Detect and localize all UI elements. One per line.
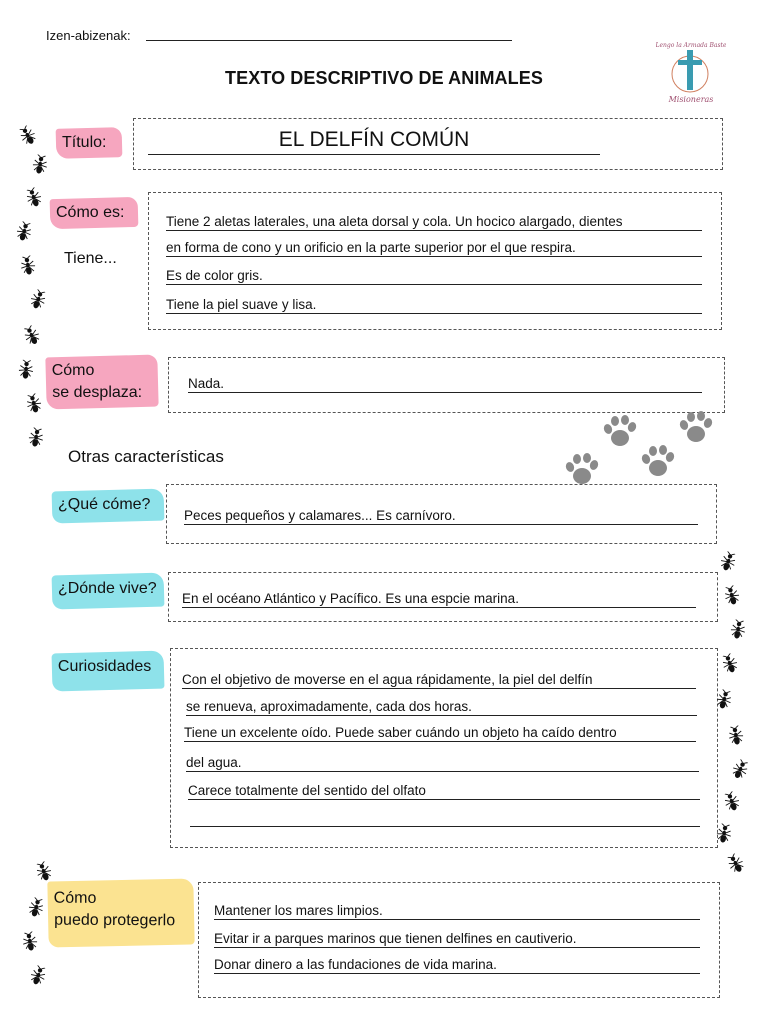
ant-icon bbox=[721, 790, 743, 814]
ant-icon bbox=[714, 823, 733, 845]
como-es-line-4[interactable]: Tiene la piel suave y lisa. bbox=[166, 297, 702, 314]
ant-icon bbox=[27, 288, 49, 312]
como-es-line-2[interactable]: en forma de cono y un orificio en la parte superior por el que respira. bbox=[166, 240, 702, 257]
ant-icon bbox=[729, 758, 752, 783]
ant-icon bbox=[26, 427, 45, 449]
como-es-line-1[interactable]: Tiene 2 aletas laterales, una aleta dorsal y cola. Un hocico alargado, dientes bbox=[166, 214, 702, 231]
desplaza-tag bbox=[45, 355, 158, 410]
name-label: Izen-abizenak: bbox=[46, 28, 131, 43]
come-tag bbox=[52, 489, 165, 524]
ant-icon bbox=[724, 851, 748, 876]
ant-icon bbox=[21, 324, 44, 349]
curiosidades-line-5[interactable]: Carece totalmente del sentido del olfato bbox=[188, 783, 700, 800]
curiosidades-tag bbox=[52, 651, 165, 692]
vive-value[interactable]: En el océano Atlántico y Pacífico. Es una espcie marina. bbox=[182, 591, 696, 608]
curiosidades-line-3[interactable]: Tiene un excelente oído. Puede saber cuándo un objeto ha caído dentro bbox=[184, 725, 696, 742]
titulo-label: Título: bbox=[62, 134, 107, 151]
ant-icon bbox=[23, 186, 45, 210]
proteger-line-2[interactable]: Evitar ir a parques marinos que tienen delfines en cautiverio. bbox=[214, 931, 700, 948]
ant-icon bbox=[27, 964, 49, 988]
curiosidades-line-1[interactable]: Con el objetivo de moverse en el agua rápidamente, la piel del delfín bbox=[182, 672, 696, 689]
ant-icon bbox=[722, 584, 743, 607]
como-es-tag bbox=[50, 197, 139, 229]
proteger-tag bbox=[47, 878, 194, 947]
name-input-line[interactable] bbox=[146, 40, 512, 41]
page-title: TEXTO DESCRIPTIVO DE ANIMALES bbox=[225, 68, 543, 88]
ant-icon bbox=[714, 688, 735, 711]
titulo-value[interactable]: EL DELFÍN COMÚN bbox=[148, 128, 600, 155]
ant-icon bbox=[719, 652, 741, 676]
ant-icon bbox=[726, 725, 745, 747]
paw-print-icon bbox=[638, 444, 676, 480]
logo-text-bottom: Misioneras bbox=[668, 95, 714, 104]
curiosidades-line-2[interactable]: se renueva, aproximadamente, cada dos horas. bbox=[186, 699, 697, 716]
titulo-tag bbox=[56, 127, 123, 159]
vive-label: ¿Dónde vive? bbox=[57, 580, 157, 598]
curiosidades-line-6[interactable] bbox=[190, 810, 700, 827]
proteger-label-2: puedo protegerlo bbox=[54, 911, 176, 930]
desplaza-label-2: se desplaza: bbox=[52, 383, 143, 401]
vive-tag bbox=[52, 573, 165, 610]
come-value[interactable]: Peces pequeños y calamares... Es carnívoro. bbox=[184, 508, 698, 525]
como-es-label: Cómo es: bbox=[56, 204, 125, 221]
ant-icon bbox=[30, 154, 49, 176]
otras-heading: Otras características bbox=[68, 447, 224, 466]
como-es-line-3[interactable]: Es de color gris. bbox=[166, 268, 702, 285]
ant-icon bbox=[18, 255, 37, 277]
tiene-label: Tiene... bbox=[64, 250, 117, 267]
desplaza-label-1: Cómo bbox=[51, 362, 95, 380]
logo-text-top: Lengo la Armada Baste bbox=[656, 42, 726, 49]
ant-icon bbox=[26, 896, 47, 919]
paw-print-icon bbox=[600, 414, 638, 450]
ant-icon bbox=[16, 123, 40, 148]
ant-icon bbox=[17, 359, 35, 380]
proteger-line-1[interactable]: Mantener los mares limpios. bbox=[214, 903, 700, 920]
proteger-label-1: Cómo bbox=[53, 889, 97, 907]
curiosidades-line-4[interactable]: del agua. bbox=[186, 755, 699, 772]
paw-print-icon bbox=[562, 452, 600, 488]
come-label: ¿Qué cóme? bbox=[57, 496, 151, 514]
ant-icon bbox=[24, 392, 45, 415]
proteger-line-3[interactable]: Donar dinero a las fundaciones de vida marina. bbox=[214, 957, 700, 974]
school-logo bbox=[656, 40, 726, 106]
ant-icon bbox=[14, 220, 35, 243]
logo-cross-icon bbox=[656, 40, 726, 106]
curiosidades-label: Curiosidades bbox=[57, 658, 152, 676]
paw-print-icon bbox=[676, 410, 714, 446]
ant-icon bbox=[728, 619, 747, 641]
ant-icon bbox=[717, 550, 739, 574]
ant-icon bbox=[20, 931, 39, 953]
desplaza-value[interactable]: Nada. bbox=[188, 376, 702, 393]
